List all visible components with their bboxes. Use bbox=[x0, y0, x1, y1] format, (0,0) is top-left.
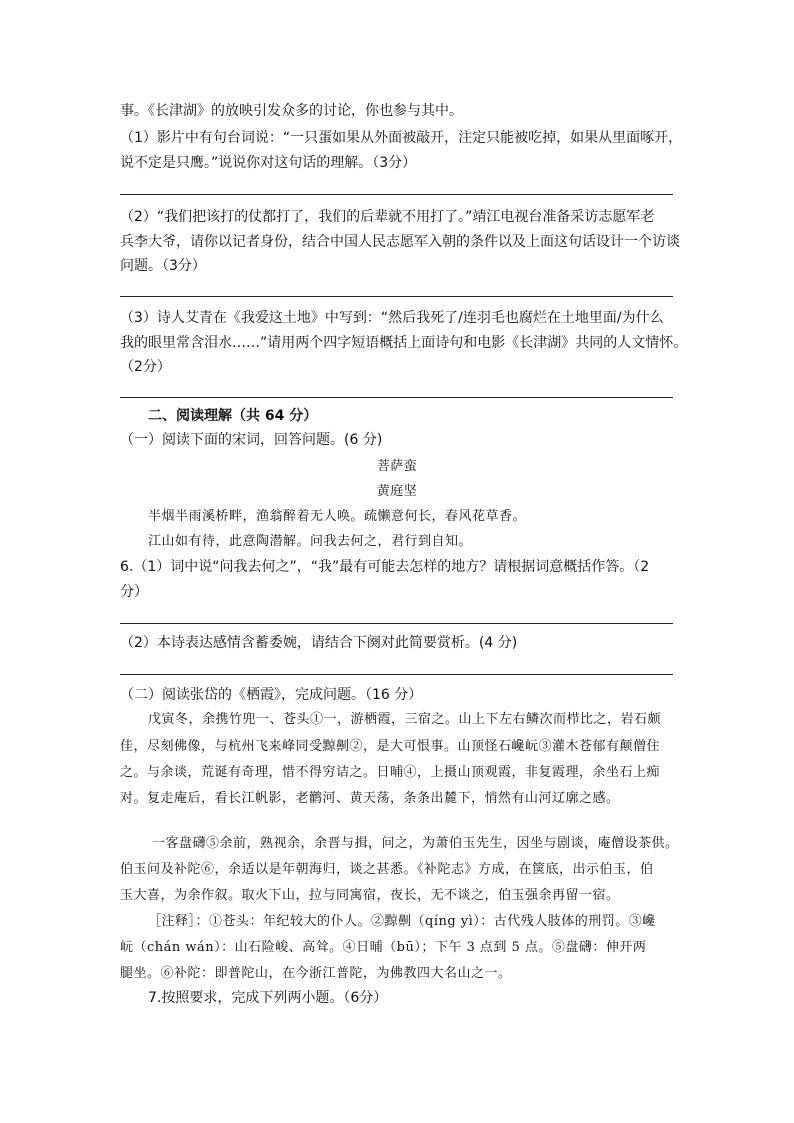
question-1-line-2: 说不定是只鹰。”说说你对这句话的理解。（3分） bbox=[120, 155, 417, 171]
poem-author: 黄庭坚 bbox=[376, 484, 418, 499]
part-2-instructions: （二）阅读张岱的《栖霞》，完成问题。（16 分） bbox=[120, 687, 423, 703]
part-1-instructions: （一）阅读下面的宋词，回答问题。(6 分) bbox=[120, 432, 383, 448]
question-1-line-1: （1）影片中有句台词说：“一只蛋如果从外面被敲开，注定只能被吃掉，如果从里面啄开， bbox=[120, 130, 683, 146]
poem-line-1: 半烟半雨溪桥畔，渔翁醉着无人唤。疏懒意何长，春风花草香。 bbox=[148, 509, 527, 524]
passage-para-1-line-2: 佳，尽刻佛像，与杭州飞来峰同受黥劓②，是大可恨事。山顶怪石巉岏③灌木苍郁有颠僧住 bbox=[120, 739, 661, 754]
intro-text: 事。《长津湖》的放映引发众多的讨论，你也参与其中。 bbox=[120, 103, 463, 119]
passage-para-2-line-1: 一客盘礴⑤余前，熟视余，余晋与揖，问之，为萧伯玉先生，因坐与剧谈，庵僧设茶供。 bbox=[152, 836, 679, 851]
section-2-heading: 二、阅读理解（共 64 分） bbox=[148, 408, 318, 424]
passage-para-1-line-1: 戊寅冬，余携竹兜一、苍头①一，游栖霞，三宿之。山上下左右鳞次而栉比之，岩石颇 bbox=[148, 712, 662, 727]
answer-line-q2 bbox=[120, 296, 673, 297]
question-2-line-1: （2）“我们把该打的仗都打了，我们的后辈就不用打了。”靖江电视台准备采访志愿军老 bbox=[120, 209, 655, 225]
passage-para-1-line-3: 之。与余谈，荒诞有奇理，惜不得穷诘之。日晡④，上摄山顶观霞，非复霞理，余坐石上痴 bbox=[120, 765, 661, 780]
question-2-line-2: 兵李大爷，请你以记者身份，结合中国人民志愿军入朝的条件以及上面这句话设计一个访谈 bbox=[120, 234, 680, 250]
notes-line-2: 岏（chán wán）：山石险峻、高耸。④日晡（bū）；下午 3 点到 5 点。⑤盘礴：伸开两 bbox=[120, 940, 647, 955]
poem-line-2: 江山如有待，此意陶潜解。问我去何之，君行到自知。 bbox=[148, 534, 473, 549]
question-2-line-3: 问题。（3分） bbox=[120, 258, 206, 274]
answer-line-q6-2 bbox=[120, 674, 673, 675]
question-7-heading: 7.按照要求，完成下列两小题。（6分） bbox=[148, 990, 388, 1006]
question-6-1-line-1: 6.（1）词中说“问我去何之”，“我”最有可能去怎样的地方？请根据词意概括作答。（2 bbox=[120, 559, 650, 575]
answer-line-q6-1 bbox=[120, 623, 673, 624]
notes-line-3: 腿坐。⑥补陀：即普陀山，在今浙江普陀，为佛教四大名山之一。 bbox=[120, 966, 512, 981]
poem-title: 菩萨蛮 bbox=[376, 459, 418, 474]
question-6-1-line-2: 分） bbox=[120, 584, 148, 600]
passage-para-2-line-3: 玉大喜，为余作叙。取火下山，拉与同寓宿，夜长，无不谈之，伯玉强余再留一宿。 bbox=[120, 888, 620, 903]
answer-line-q1 bbox=[120, 194, 673, 195]
question-3-line-2: 我的眼里常含泪水……”请用两个四字短语概括上面诗句和电影《长津湖》共同的人文情怀。 bbox=[120, 335, 688, 351]
notes-line-1: ［注释］：①苍头：年纪较大的仆人。②黥劓（qíng yì）：古代残人肢体的刑罚。③巉 bbox=[148, 914, 656, 929]
question-3-line-3: （2分） bbox=[120, 359, 171, 375]
question-3-line-1: （3）诗人艾青在《我爱这土地》中写到：“然后我死了/连羽毛也腐烂在土地里面/为什么 bbox=[120, 310, 664, 326]
answer-line-q3 bbox=[120, 397, 673, 398]
passage-para-1-line-4: 对。复走庵后，看长江帆影，老鹳河、黄天荡，条条出麓下，悄然有山河辽廓之感。 bbox=[120, 791, 620, 806]
passage-para-2-line-2: 伯玉问及补陀⑥，余适以是年朝海归，谈之甚悉。《补陀志》方成，在箧底，出示伯玉，伯 bbox=[120, 862, 654, 877]
question-6-2: （2）本诗表达感情含蓄委婉，请结合下阕对此简要赏析。(4 分) bbox=[120, 635, 518, 651]
